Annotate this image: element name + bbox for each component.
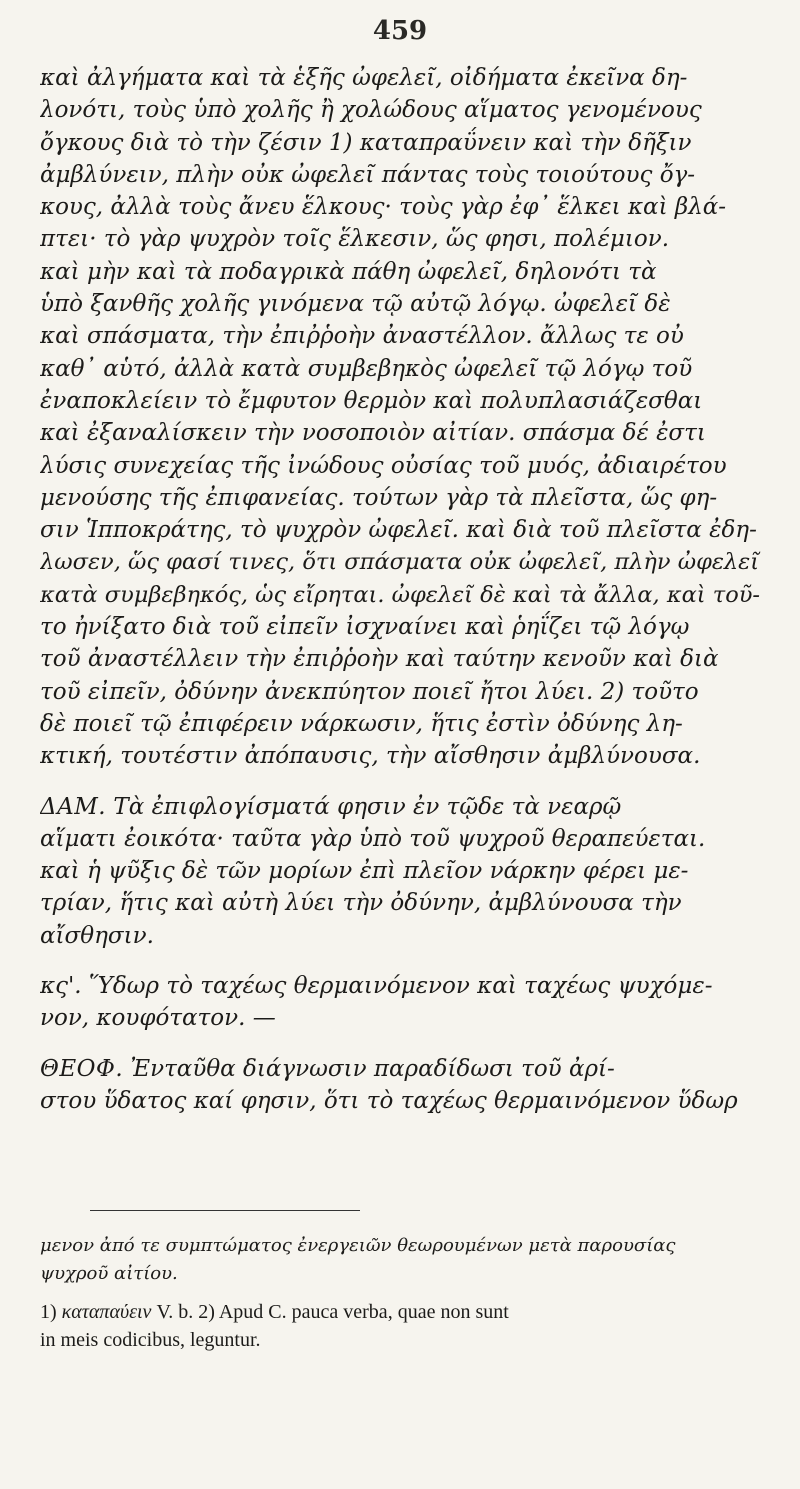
text-line: κους, ἀλλὰ τοὺς ἄνευ ἕλκους· τοὺς γὰρ ἐφ᾽ ἕλκει καὶ βλά- — [40, 194, 727, 221]
aphorism — [40, 970, 768, 1035]
text-span: Τὰ ἐπιφλογίσματά φησιν ἐν τῷδε τὰ νεαρῷ — [106, 793, 622, 820]
paragraph-1 — [40, 62, 768, 773]
paragraph-damascius — [40, 791, 768, 952]
text-line: ἐναποκλείειν τὸ ἔμφυτον θερμὸν καὶ πολυπλασιάζεσθαι — [40, 387, 703, 414]
text-line: νον, κουφότατον. — — [40, 1005, 276, 1032]
text-line: καθ᾽ αὑτό, ἀλλὰ κατὰ συμβεβηκὸς ὠφελεῖ τῷ λόγῳ τοῦ — [40, 355, 693, 382]
text-line: ὄγκους διὰ τὸ τὴν ζέσιν 1) καταπραΰνειν καὶ τὴν δῆξιν — [40, 129, 692, 156]
text-line: καὶ ἀλγήματα καὶ τὰ ἑξῆς ὠφελεῖ, οἰδήματα ἐκεῖνα δη- — [40, 65, 688, 91]
footnote-line — [40, 1298, 768, 1326]
text-line: καὶ ἐξαναλίσκειν τὴν νοσοποιὸν αἰτίαν. σπάσμα δέ ἐστι — [40, 420, 706, 447]
footnote-divider — [90, 1210, 360, 1211]
text-line: τρίαν, ἥτις καὶ αὐτὴ λύει τὴν ὀδύνην, ἀμβλύνουσα τὴν — [40, 890, 682, 917]
text-line — [40, 1053, 768, 1085]
text-line: ἀμβλύνειν, πλὴν οὐκ ὠφελεῖ πάντας τοὺς τοιούτους ὄγ- — [40, 161, 696, 188]
author-siglum: ΘΕΟΦ. — [40, 1055, 124, 1082]
text-line: πτει· τὸ γὰρ ψυχρὸν τοῖς ἕλκεσιν, ὥς φησι, πολέμιον. — [40, 226, 670, 253]
footnotes — [40, 1232, 768, 1354]
aphorism-number: κς'. — [40, 973, 82, 1000]
footnote-line: in meis codicibus, leguntur. — [40, 1329, 261, 1351]
text-line: κτική, τουτέστιν ἀπόπαυσις, τὴν αἴσθησιν ἀμβλύνουσα. — [40, 743, 701, 770]
text-line: τοῦ ἀναστέλλειν τὴν ἐπιῤῥοὴν καὶ ταύτην κενοῦν καὶ διὰ — [40, 646, 719, 673]
text-line: καὶ ἡ ψῦξις δὲ τῶν μορίων ἐπὶ πλεῖον νάρκην φέρει με- — [40, 858, 689, 885]
text-line: σιν Ἱπποκράτης, τὸ ψυχρὸν ὠφελεῖ. καὶ διὰ τοῦ πλεῖστα ἐδη- — [40, 517, 757, 544]
text-span: V. b. 2) Apud C. pauca verba, quae non sunt — [151, 1301, 509, 1323]
footnote-line: μενον ἀπό τε συμπτώματος ἐνεργειῶν θεωρουμένων μετὰ παρουσίας — [40, 1235, 676, 1256]
text-line: λωσεν, ὥς φασί τινες, ὅτι σπάσματα οὐκ ὠφελεῖ, πλὴν ὠφελεῖ — [40, 549, 760, 576]
variant-reading: καταπαύειν — [61, 1301, 152, 1323]
footnote-marker: 1) — [40, 1301, 57, 1323]
text-line: λονότι, τοὺς ὑπὸ χολῆς ἢ χολώδους αἵματος γενομένους — [40, 97, 702, 124]
text-span: Ἐνταῦθα διάγνωσιν παραδίδωσι τοῦ ἀρί- — [123, 1055, 615, 1082]
text-line: κατὰ συμβεβηκός, ὡς εἴρηται. ὠφελεῖ δὲ καὶ τὰ ἄλλα, καὶ τοῦ- — [40, 581, 761, 608]
text-line: λύσις συνεχείας τῆς ἰνώδους οὐσίας τοῦ μυός, ἀδιαιρέτου — [40, 452, 727, 479]
paragraph-theophilus — [40, 1053, 768, 1118]
text-line: ὑπὸ ξανθῆς χολῆς γινόμενα τῷ αὐτῷ λόγῳ. ὠφελεῖ δὲ — [40, 291, 671, 318]
text-line: το ἠνίξατο διὰ τοῦ εἰπεῖν ἰσχναίνει καὶ ῥηΐζει τῷ λόγῳ — [40, 614, 690, 641]
author-siglum: ΔΑΜ. — [40, 793, 107, 820]
page-number: 459 — [372, 16, 428, 46]
text-span: Ὕδωρ τὸ ταχέως θερμαινόμενον καὶ ταχέως ψυχόμε- — [81, 973, 713, 1000]
footnote-line: ψυχροῦ αἰτίου. — [40, 1263, 178, 1284]
text-line — [40, 970, 768, 1002]
text-line: τοῦ εἰπεῖν, ὀδύνην ἀνεκπύητον ποιεῖ ἤτοι λύει. 2) τοῦτο — [40, 678, 699, 705]
text-line: δὲ ποιεῖ τῷ ἐπιφέρειν νάρκωσιν, ἥτις ἐστὶν ὀδύνης λη- — [40, 710, 683, 737]
text-line — [40, 791, 768, 823]
text-line: καὶ μὴν καὶ τὰ ποδαγρικὰ πάθη ὠφελεῖ, δηλονότι τὰ — [40, 258, 657, 285]
text-line: αἴσθησιν. — [40, 922, 154, 949]
text-line: αἵματι ἐοικότα· ταῦτα γὰρ ὑπὸ τοῦ ψυχροῦ θεραπεύεται. — [40, 825, 706, 852]
main-text — [40, 62, 768, 1117]
text-line: στου ὕδατος καί φησιν, ὅτι τὸ ταχέως θερμαινόμενον ὕδωρ — [40, 1087, 738, 1114]
text-line: μενούσης τῆς ἐπιφανείας. τούτων γὰρ τὰ πλεῖστα, ὥς φη- — [40, 484, 718, 511]
text-line: καὶ σπάσματα, τὴν ἐπιῤῥοὴν ἀναστέλλον. ἄλλως τε οὐ — [40, 323, 684, 350]
